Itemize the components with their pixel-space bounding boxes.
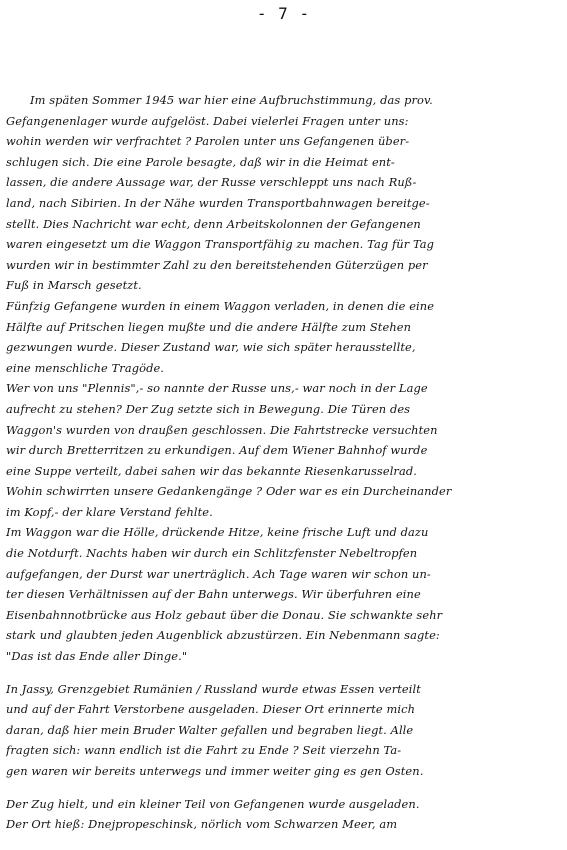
text-line: daran, daß hier mein Bruder Walter gefallen und begraben liegt. Alle bbox=[6, 722, 414, 737]
text-line: stark und glaubten jeden Augenblick abzustürzen. Ein Nebenmann sagte: bbox=[6, 628, 440, 643]
text-line: Der Ort hieß: Dnejpropeschinsk, nörlich vom Schwarzen Meer, am bbox=[6, 817, 398, 832]
text-line: Im Waggon war die Hölle, drückende Hitze, keine frische Luft und dazu bbox=[6, 525, 429, 540]
text-line: Im späten Sommer 1945 war hier eine Aufbruchstimmung, das prov. bbox=[30, 93, 433, 107]
paragraph bbox=[6, 90, 562, 296]
paragraph bbox=[6, 794, 562, 835]
text-line: lassen, die andere Aussage war, der Russe verschleppt uns nach Ruß- bbox=[6, 175, 417, 190]
text-line: wurden wir in bestimmter Zahl zu den bereitstehenden Güterzügen per bbox=[6, 257, 428, 272]
paragraph bbox=[6, 679, 562, 782]
text-line: "Das ist das Ende aller Dinge." bbox=[6, 649, 188, 664]
text-line: Hälfte auf Pritschen liegen mußte und die andere Hälfte zum Stehen bbox=[6, 319, 412, 334]
paragraph-gap bbox=[6, 782, 562, 794]
text-line: Waggon's wurden von draußen geschlossen. Die Fahrtstrecke versuchten bbox=[6, 422, 438, 437]
text-line: Fünfzig Gefangene wurden in einem Waggon verladen, in denen die eine bbox=[6, 298, 435, 313]
text-line: waren eingesetzt um die Waggon Transportfähig zu machen. Tag für Tag bbox=[6, 237, 435, 252]
text-line: Wer von uns "Plennis",- so nannte der Russe uns,- war noch in der Lage bbox=[6, 381, 428, 396]
body-text bbox=[6, 90, 562, 835]
text-line: und auf der Fahrt Verstorbene ausgeladen. Dieser Ort erinnerte mich bbox=[6, 702, 416, 717]
text-line: Eisenbahnnotbrücke aus Holz gebaut über die Donau. Sie schwankte sehr bbox=[6, 607, 443, 622]
paragraph-gap bbox=[6, 667, 562, 679]
text-line: aufgefangen, der Durst war unerträglich. Ach Tage waren wir schon un- bbox=[6, 566, 431, 581]
paragraph bbox=[6, 378, 562, 522]
paragraph bbox=[6, 296, 562, 378]
text-line: fragten sich: wann endlich ist die Fahrt zu Ende ? Seit vierzehn Ta- bbox=[6, 743, 402, 758]
paragraph bbox=[6, 522, 562, 666]
text-line: Fuß in Marsch gesetzt. bbox=[6, 278, 142, 293]
text-line: Der Zug hielt, und ein kleiner Teil von Gefangenen wurde ausgeladen. bbox=[6, 796, 420, 811]
text-line: Gefangenenlager wurde aufgelöst. Dabei vielerlei Fragen unter uns: bbox=[6, 113, 409, 128]
text-line: im Kopf,- der klare Verstand fehlte. bbox=[6, 504, 213, 519]
text-line: aufrecht zu stehen? Der Zug setzte sich in Bewegung. Die Türen des bbox=[6, 401, 411, 416]
text-line: stellt. Dies Nachricht war echt, denn Arbeitskolonnen der Gefangenen bbox=[6, 216, 421, 231]
text-line: gen waren wir bereits unterwegs und immer weiter ging es gen Osten. bbox=[6, 764, 424, 778]
text-line: schlugen sich. Die eine Parole besagte, daß wir in die Heimat ent- bbox=[6, 154, 395, 169]
text-line: wohin werden wir verfrachtet ? Parolen unter uns Gefangenen über- bbox=[6, 134, 410, 149]
text-line: eine Suppe verteilt, dabei sahen wir das bekannte Riesenkarusselrad. bbox=[6, 463, 417, 478]
page-number: - 7 - bbox=[256, 4, 311, 23]
text-line: In Jassy, Grenzgebiet Rumänien / Russland wurde etwas Essen verteilt bbox=[6, 681, 421, 696]
text-line: gezwungen wurde. Dieser Zustand war, wie sich später herausstellte, bbox=[6, 340, 416, 355]
text-line: ter diesen Verhältnissen auf der Bahn unterwegs. Wir überfuhren eine bbox=[6, 587, 421, 602]
text-line: eine menschliche Tragöde. bbox=[6, 360, 165, 375]
text-line: die Notdurft. Nachts haben wir durch ein Schlitzfenster Nebeltropfen bbox=[6, 546, 418, 561]
text-line: land, nach Sibirien. In der Nähe wurden Transportbahnwagen bereitge- bbox=[6, 195, 430, 210]
text-line: wir durch Bretterritzen zu erkundigen. Auf dem Wiener Bahnhof wurde bbox=[6, 443, 428, 458]
text-line: Wohin schwirrten unsere Gedankengänge ? Oder war es ein Durcheinander bbox=[6, 484, 452, 499]
